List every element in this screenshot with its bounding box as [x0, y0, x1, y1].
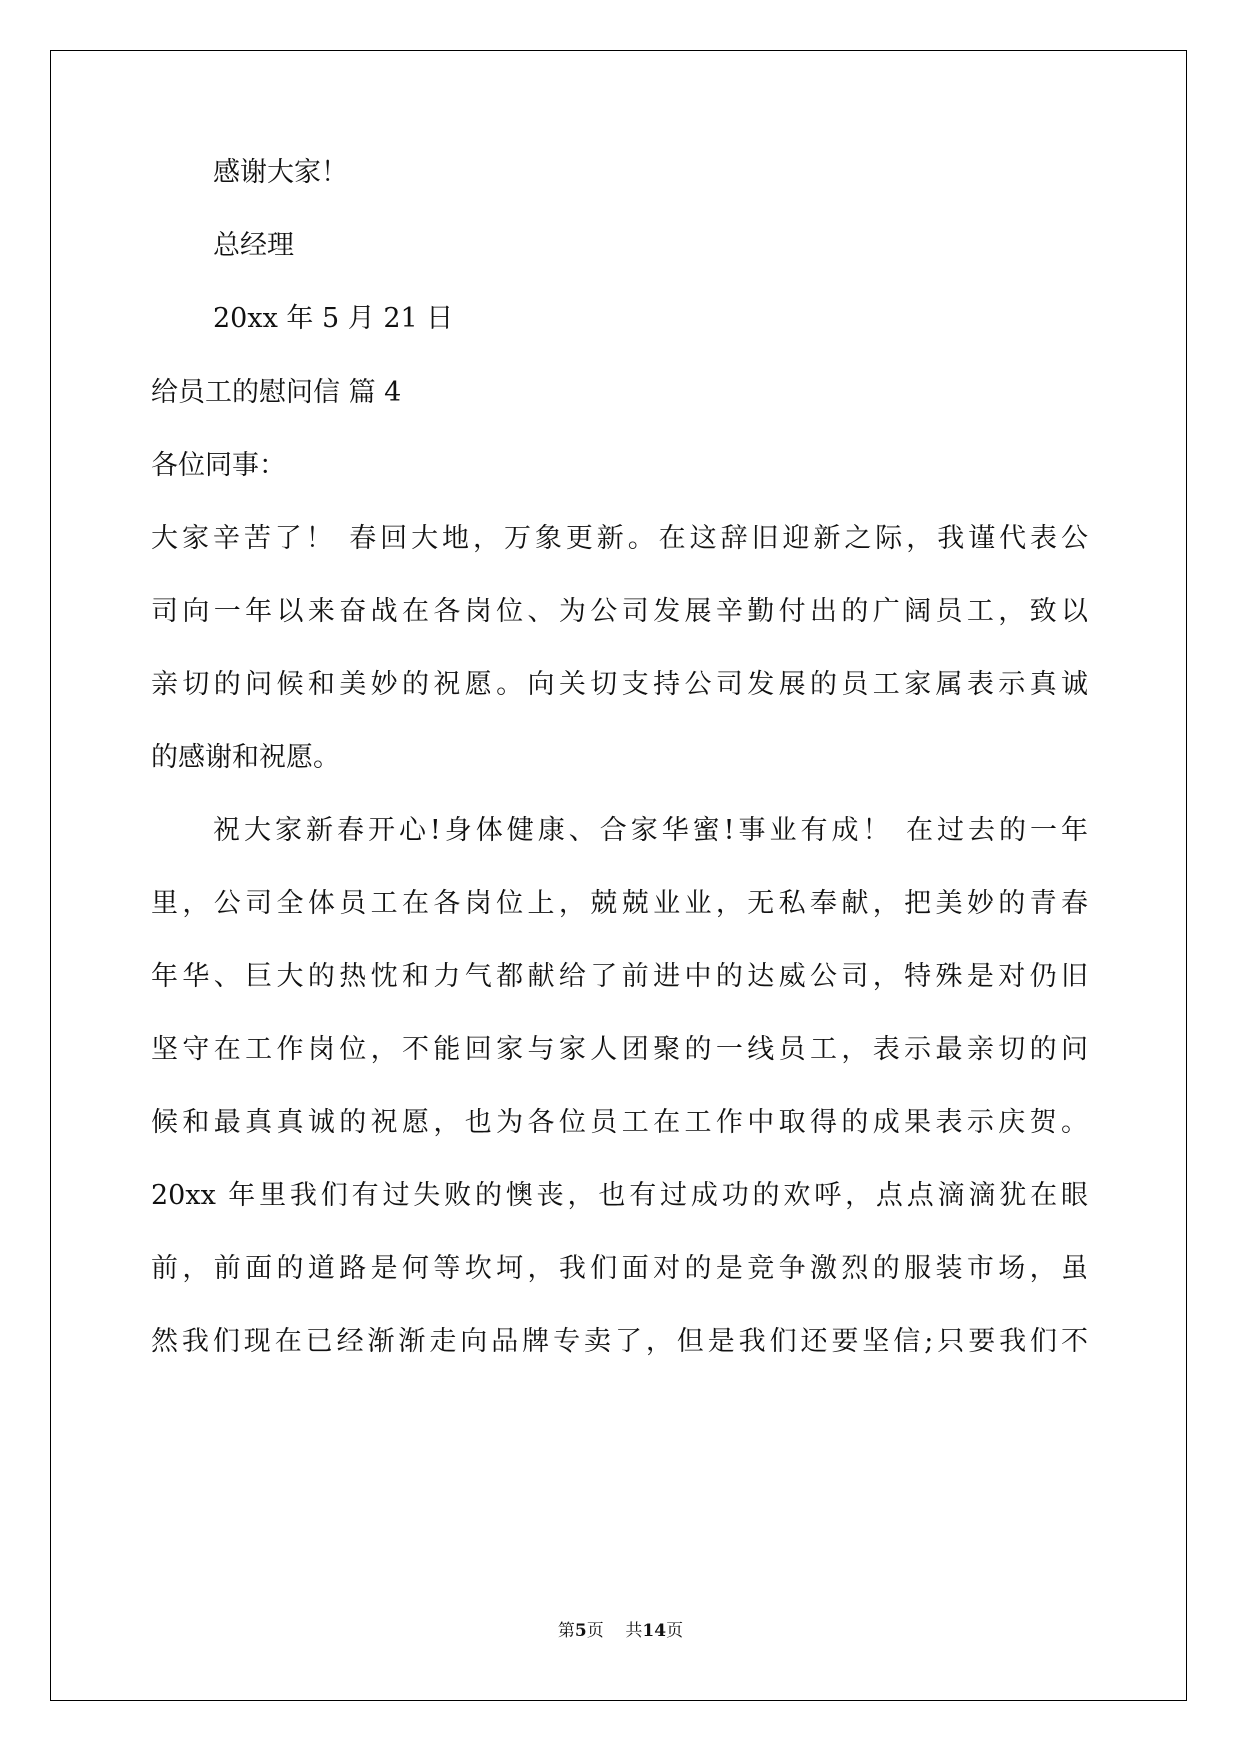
paragraph-line: 祝大家新春开心!身体健康、合家华蜜!事业有成！ 在过去的一年: [213, 815, 1088, 846]
paragraph-line: 亲切的问候和美妙的祝愿。向关切支持公司发展的员工家属表示真诚: [151, 669, 1088, 700]
closing-date: 20xx 年 5 月 21 日: [213, 303, 454, 334]
salutation: 各位同事：: [151, 450, 286, 481]
paragraph-line: 候和最真真诚的祝愿，也为各位员工在工作中取得的成果表示庆贺。: [151, 1107, 1088, 1138]
paragraph-line: 的感谢和祝愿。: [151, 742, 340, 773]
paragraph-line: 前，前面的道路是何等坎坷，我们面对的是竞争激烈的服装市场，虽: [151, 1253, 1088, 1284]
paragraph-line: 大家辛苦了！ 春回大地，万象更新。在这辞旧迎新之际，我谨代表公: [151, 523, 1088, 554]
total-pages-number: 14: [642, 1621, 667, 1641]
footer-page-suffix: 页: [586, 1621, 604, 1641]
paragraph-line: 然我们现在已经渐渐走向品牌专卖了，但是我们还要坚信;只要我们不: [151, 1326, 1088, 1357]
closing-thanks: 感谢大家！: [213, 157, 348, 188]
paragraph-line: 年华、巨大的热忱和力气都献给了前进中的达威公司，特殊是对仍旧: [151, 961, 1088, 992]
paragraph-line: 里，公司全体员工在各岗位上，兢兢业业，无私奉献，把美妙的青春: [151, 888, 1088, 919]
paragraph-line: 20xx 年里我们有过失败的懊丧，也有过成功的欢呼，点点滴滴犹在眼: [151, 1180, 1088, 1211]
footer-prefix: 第: [557, 1621, 575, 1641]
page-footer: [0, 1619, 1241, 1643]
paragraph-line: 司向一年以来奋战在各岗位、为公司发展辛勤付出的广阔员工，致以: [151, 596, 1088, 627]
section-heading: 给员工的慰问信 篇 4: [151, 377, 402, 408]
footer-total-suffix: 页: [666, 1621, 684, 1641]
page-border: [50, 50, 1187, 1701]
current-page-number: 5: [574, 1621, 587, 1641]
paragraph-line: 坚守在工作岗位，不能回家与家人团聚的一线员工，表示最亲切的问: [151, 1034, 1088, 1065]
footer-total-prefix: 共: [625, 1621, 643, 1641]
closing-title: 总经理: [213, 230, 294, 261]
